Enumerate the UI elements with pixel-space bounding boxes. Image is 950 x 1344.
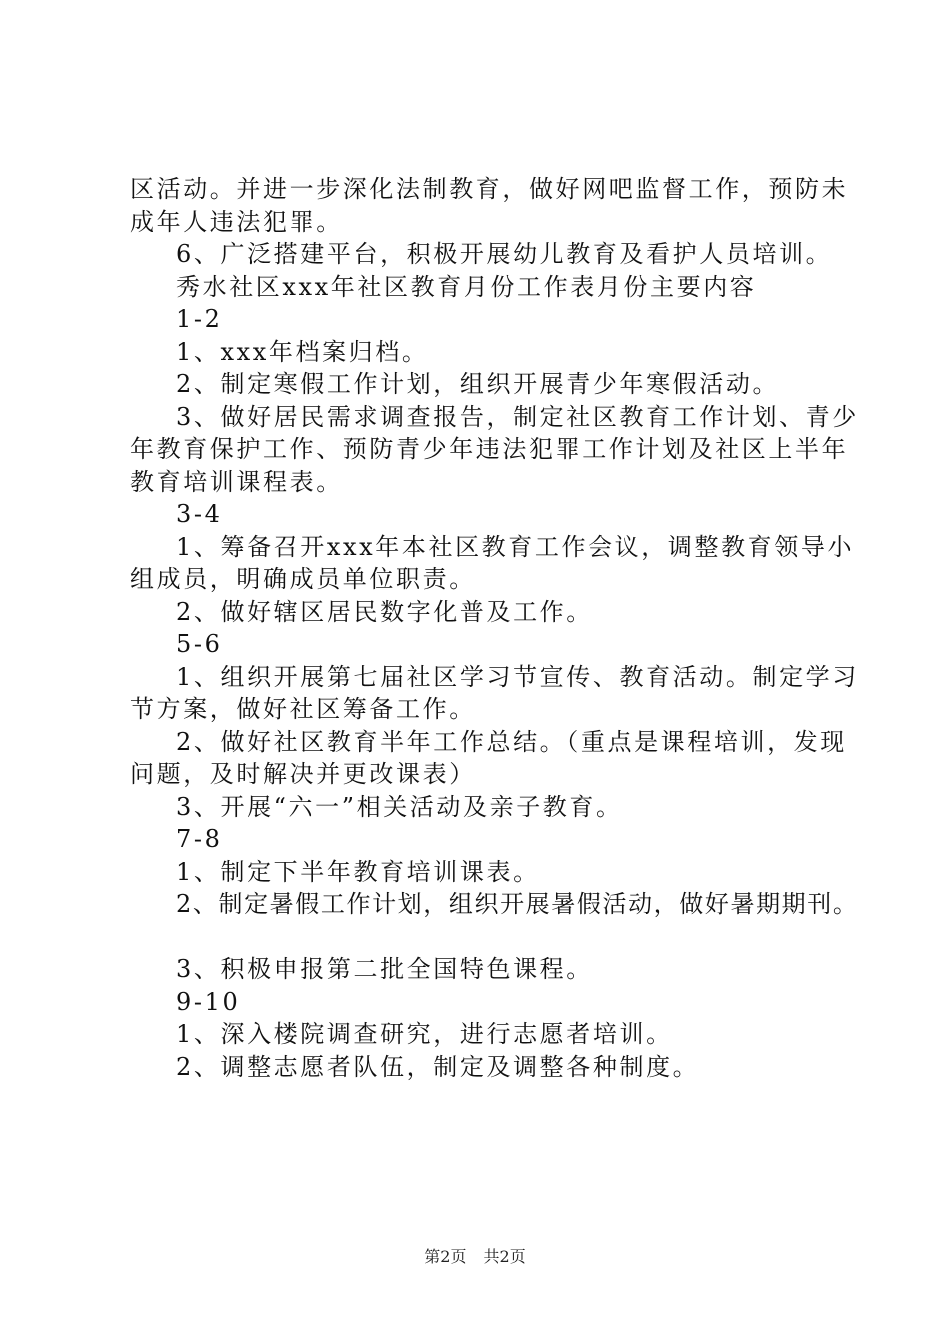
page-number: 第2页: [424, 1247, 467, 1266]
text-line: 教育培训课程表。: [130, 467, 343, 496]
text-line: 成年人违法犯罪。: [130, 207, 343, 236]
month-label: 7-8: [176, 825, 223, 853]
text-line: 3、做好居民需求调查报告，制定社区教育工作计划、青少: [176, 402, 859, 431]
month-label: 9-10: [176, 987, 241, 1016]
text-line: 6、广泛搭建平台，积极开展幼儿教育及看护人员培训。: [176, 240, 833, 268]
text-line: 1、xxx年档案归档。: [176, 337, 429, 366]
text-line: 1、深入楼院调查研究，进行志愿者培训。: [176, 1020, 673, 1048]
page-footer: [0, 1244, 950, 1267]
text-line: 2、做好社区教育半年工作总结。（重点是课程培训，发现: [176, 727, 847, 756]
text-line: 区活动。并进一步深化法制教育，做好网吧监督工作，预防未: [130, 175, 849, 203]
paragraph-gap: [130, 921, 870, 954]
text-line: 1、筹备召开xxx年本社区教育工作会议，调整教育领导小: [176, 532, 855, 561]
month-label: 1-2: [176, 305, 223, 333]
text-line: 年教育保护工作、预防青少年违法犯罪工作计划及社区上半年: [130, 435, 849, 463]
text-line: 3、开展“六一”相关活动及亲子教育。: [176, 792, 623, 821]
section-heading: 秀水社区xxx年社区教育月份工作表月份主要内容: [176, 272, 757, 301]
document-body: [130, 173, 870, 1083]
text-line: 2、制定暑假工作计划，组织开展暑假活动，做好暑期期刊。: [176, 890, 859, 918]
text-line: 1、组织开展第七届社区学习节宣传、教育活动。制定学习: [176, 662, 859, 691]
text-line: 3、积极申报第二批全国特色课程。: [176, 955, 593, 983]
month-label: 5-6: [176, 630, 223, 658]
page-total: 共2页: [483, 1247, 526, 1266]
text-line: 2、调整志愿者队伍，制定及调整各种制度。: [176, 1052, 700, 1081]
text-line: 2、制定寒假工作计划，组织开展青少年寒假活动。: [176, 370, 780, 398]
text-line: 2、做好辖区居民数字化普及工作。: [176, 597, 593, 626]
text-line: 组成员，明确成员单位职责。: [130, 565, 476, 593]
text-line: 问题，及时解决并更改课表）: [130, 760, 476, 788]
text-line: 节方案，做好社区筹备工作。: [130, 695, 476, 723]
text-line: 1、制定下半年教育培训课表。: [176, 857, 540, 886]
month-label: 3-4: [176, 500, 223, 528]
